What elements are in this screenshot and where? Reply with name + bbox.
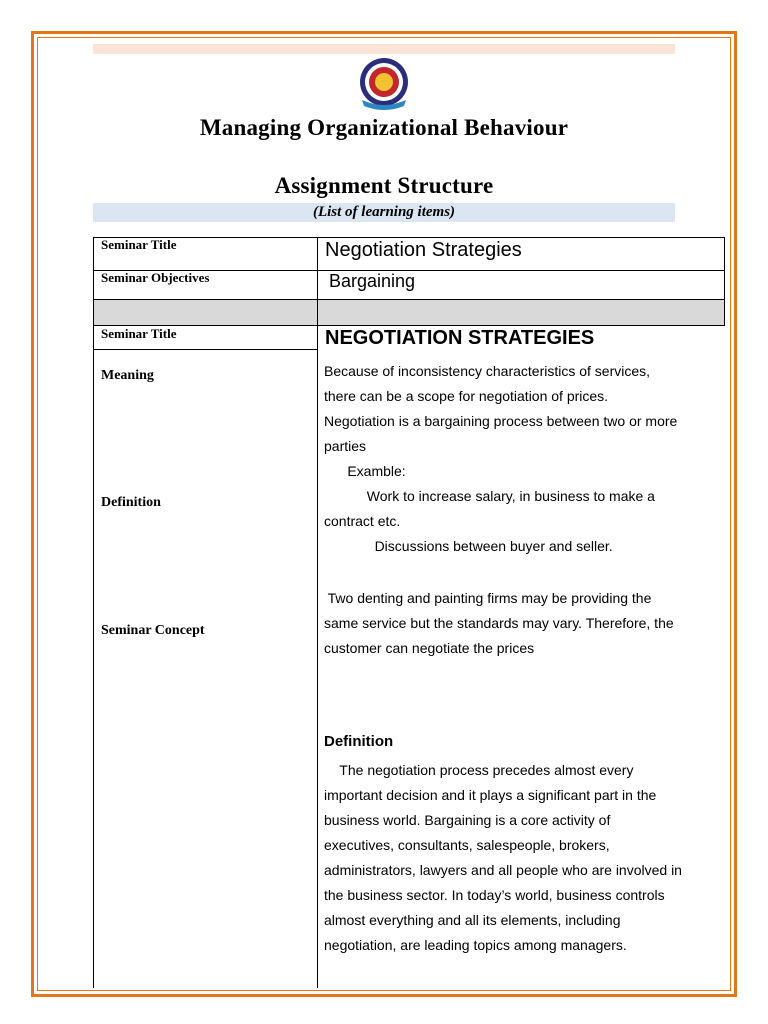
definition-line: executives, consultants, salespeople, brokers, [324,837,610,853]
seminar-title-heading: NEGOTIATION STRATEGIES [325,327,595,349]
meaning-line: Examble: [324,463,406,479]
university-logo [357,56,411,112]
definition-line: The negotiation process precedes almost every [324,762,634,778]
definition-line: administrators, lawyers and all people who are involved in [324,862,682,878]
seminar-title-label-2: Seminar Title [101,326,177,341]
table-line-h5 [93,349,317,350]
meaning-label: Meaning [101,368,154,383]
definition-line: the business sector. In today’s world, business controls [324,887,665,903]
meaning-line: Work to increase salary, in business to make a [324,488,655,504]
definition-line: business world. Bargaining is a core activity of [324,812,611,828]
table-line-h1 [93,237,725,238]
concept-line: Two denting and painting firms may be providing the [324,590,652,606]
concept-text [324,586,724,661]
definition-line: important decision and it plays a significant part in the [324,787,657,803]
meaning-text [324,359,724,559]
meaning-line: Discussions between buyer and seller. [324,538,613,554]
table-line-h4 [93,325,725,326]
page-subtitle: Assignment Structure [274,173,494,198]
page-title: Managing Organizational Behaviour [199,115,569,140]
definition-text [324,758,724,958]
top-band [93,44,675,54]
meaning-line: there can be a scope for negotiation of prices. [324,388,609,404]
concept-line: same service but the standards may vary. Therefore, the [324,615,674,631]
table-line-v-mid [317,237,318,988]
seminar-objectives-label: Seminar Objectives [101,270,210,285]
university-seal-icon [357,56,411,112]
definition-heading: Definition [324,733,394,750]
table-spacer-row [93,300,725,325]
meaning-line: parties [324,438,367,454]
meaning-line: contract etc. [324,513,401,529]
definition-line: negotiation, are leading topics among managers. [324,937,627,953]
seminar-concept-label: Seminar Concept [101,623,205,638]
table-line-v-right [724,237,725,326]
seminar-title-value: Negotiation Strategies [325,239,522,261]
seminar-objectives-value: Bargaining [329,271,416,291]
definition-line: almost everything and all its elements, including [324,912,621,928]
concept-line: customer can negotiate the prices [324,640,535,656]
definition-label: Definition [101,495,161,510]
meaning-line: Because of inconsistency characteristics of services, [324,363,651,379]
seminar-title-label: Seminar Title [101,237,177,252]
table-line-v-left [93,237,94,988]
meaning-line: Negotiation is a bargaining process between two or more [324,413,678,429]
list-caption: (List of learning items) [93,203,675,222]
